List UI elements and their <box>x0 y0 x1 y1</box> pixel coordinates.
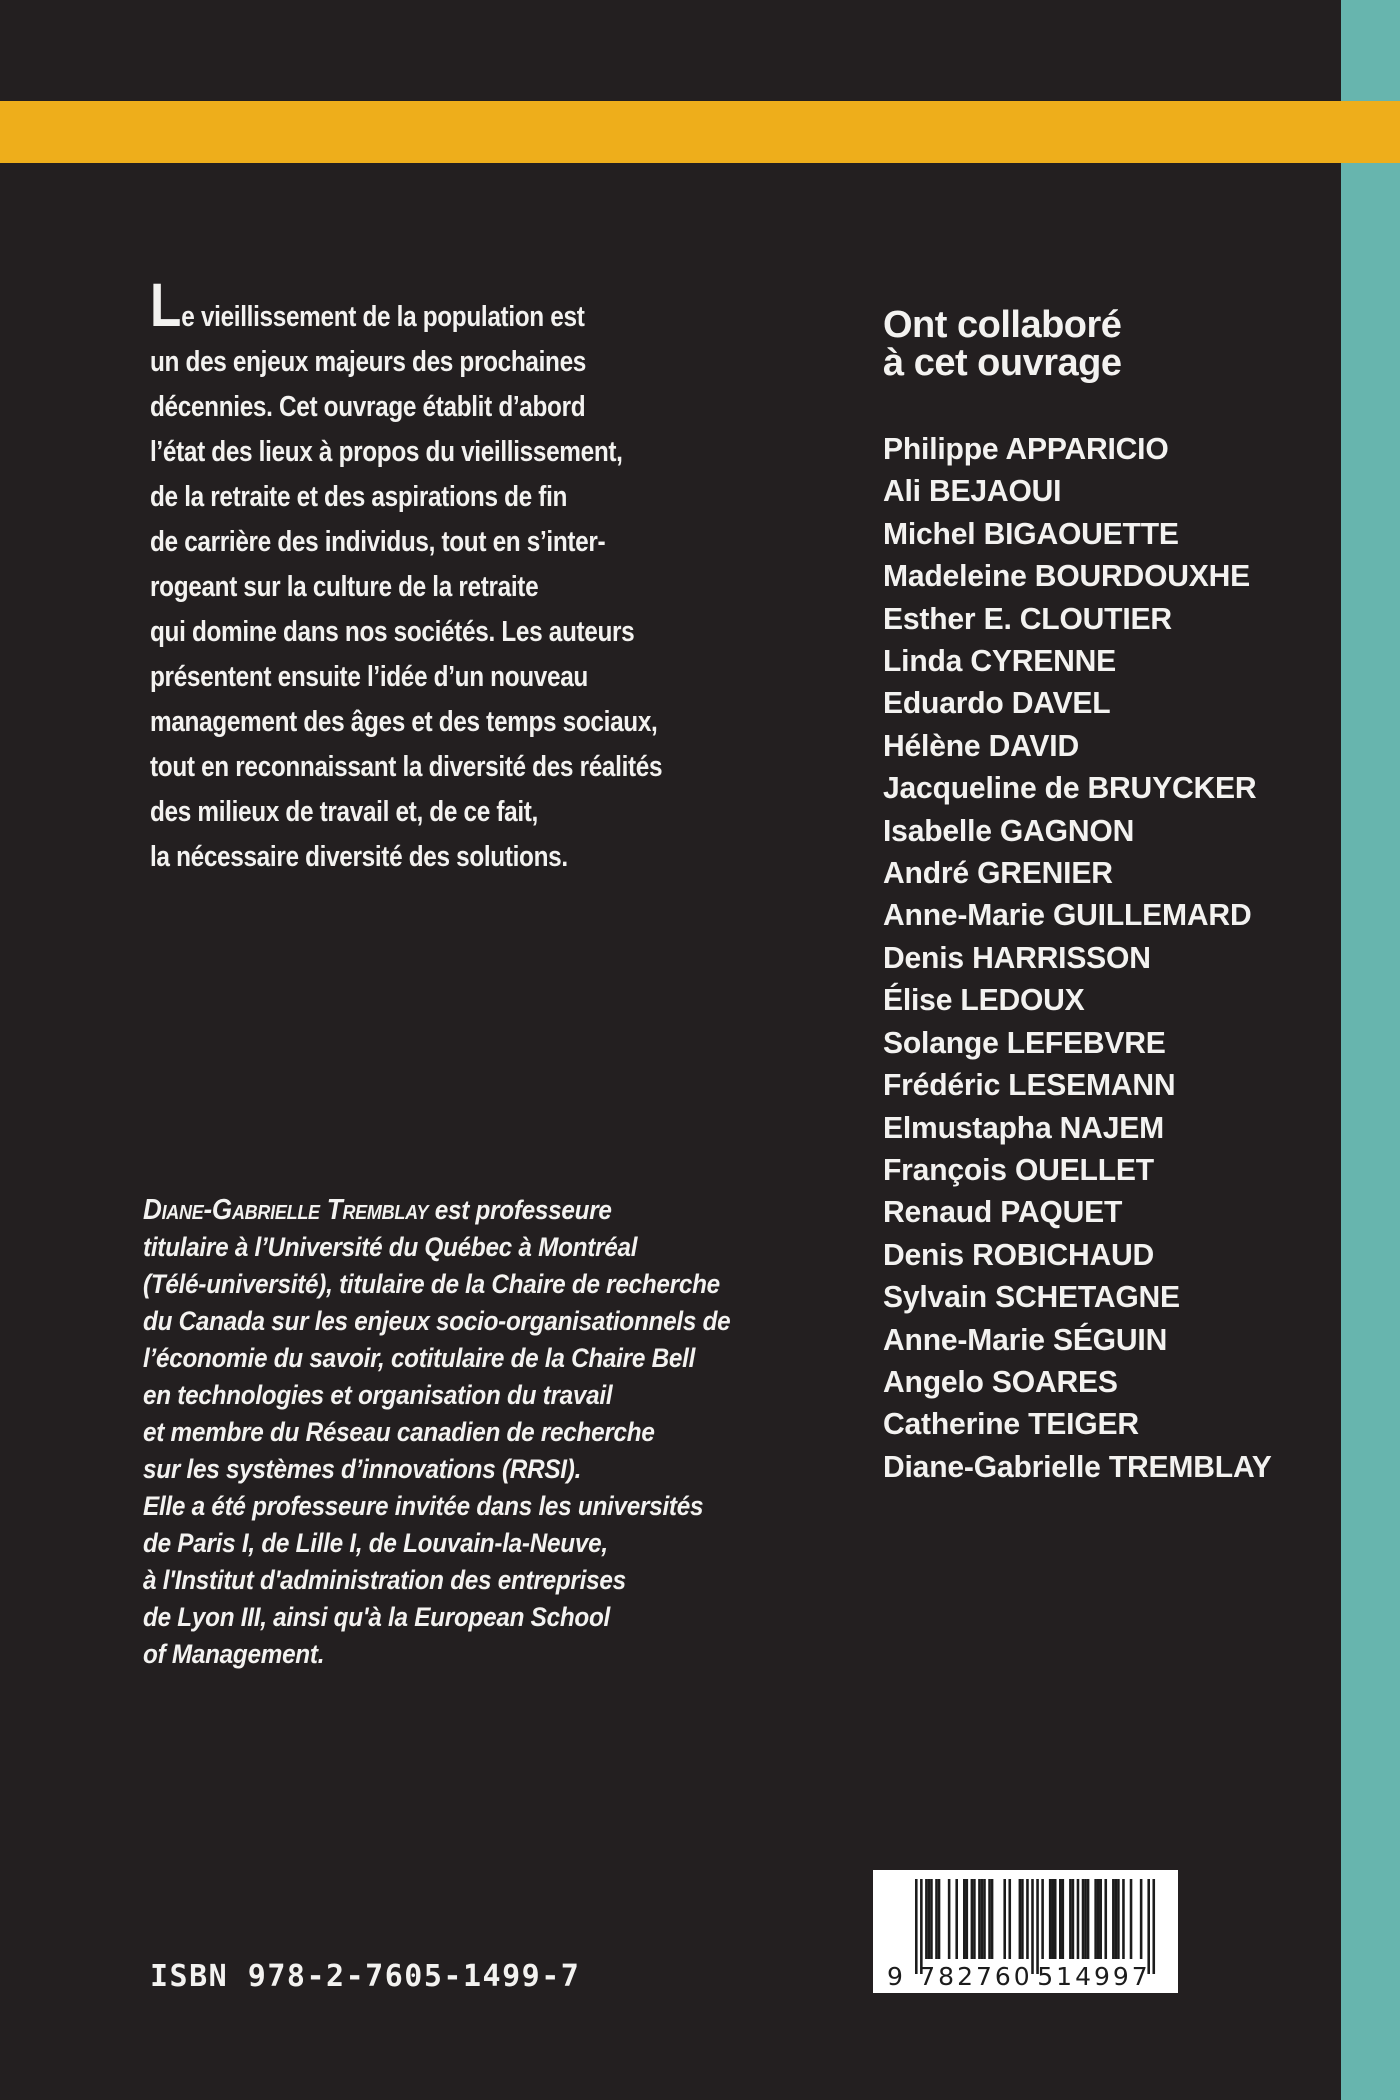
yellow-band <box>0 101 1400 163</box>
bio-line: l’économie du savoir, cotitulaire de la Chaire Bell <box>143 1343 696 1373</box>
contributor-name: Catherine TEIGER <box>883 1406 1139 1442</box>
synopsis-line: de la retraite et des aspirations de fin <box>150 481 568 513</box>
contributor-name: Anne-Marie GUILLEMARD <box>883 897 1252 933</box>
barcode-digit-first: 9 <box>887 1962 903 1991</box>
contributor-name: Madeleine BOURDOUXHE <box>883 558 1251 594</box>
drop-cap: L <box>150 271 182 339</box>
contributor-name: Philippe APPARICIO <box>883 431 1169 466</box>
bio-line: de Lyon III, ainsi qu'à la European School <box>143 1602 611 1632</box>
synopsis-lines <box>150 340 788 880</box>
bio-line: titulaire à l’Université du Québec à Montréal <box>143 1232 638 1262</box>
contributor-name: Esther E. CLOUTIER <box>883 600 1172 636</box>
contributors-heading <box>883 306 1122 382</box>
bio-lines <box>143 1229 730 1673</box>
synopsis-line: des milieux de travail et, de ce fait, <box>150 796 538 828</box>
bio-line: of Management. <box>143 1639 325 1669</box>
contributor-name: Diane-Gabrielle TREMBLAY <box>883 1448 1272 1484</box>
contributor-name: Michel BIGAOUETTE <box>883 515 1179 551</box>
contributor-name: Élise LEDOUX <box>883 982 1085 1018</box>
contributors-heading-line2: à cet ouvrage <box>883 342 1122 384</box>
bio-line: et membre du Réseau canadien de recherche <box>143 1417 655 1447</box>
barcode-digits-left: 782760 <box>919 1962 1033 1991</box>
bio-line: de Paris I, de Lille I, de Louvain-la-Neuve, <box>143 1528 608 1558</box>
contributor-name: Isabelle GAGNON <box>883 812 1135 848</box>
synopsis-first-line-text: e vieillissement de la population est <box>181 301 585 333</box>
teal-edge-strip <box>1341 0 1400 2100</box>
synopsis-line: un des enjeux majeurs des prochaines <box>150 346 587 378</box>
contributor-name: François OUELLET <box>883 1151 1154 1187</box>
contributors-list <box>883 428 1272 1488</box>
contributor-name: André GRENIER <box>883 855 1113 891</box>
synopsis-line: présentent ensuite l’idée d’un nouveau <box>150 661 588 693</box>
bio-first-line-text: est professeure <box>428 1195 612 1225</box>
isbn-label: ISBN 978-2-7605-1499-7 <box>150 1959 581 1994</box>
contributor-name: Anne-Marie SÉGUIN <box>883 1321 1168 1357</box>
bio-line: du Canada sur les enjeux socio-organisationnels de <box>143 1306 731 1336</box>
contributor-name: Eduardo DAVEL <box>883 685 1111 721</box>
contributor-name: Jacqueline de BRUYCKER <box>883 770 1257 806</box>
contributor-name: Hélène DAVID <box>883 727 1079 763</box>
contributor-name: Solange LEFEBVRE <box>883 1024 1166 1060</box>
bio-line: Elle a été professeure invitée dans les universités <box>143 1491 704 1521</box>
contributor-name: Sylvain SCHETAGNE <box>883 1279 1180 1315</box>
synopsis-line: décennies. Cet ouvrage établit d’abord <box>150 391 586 423</box>
author-bio-paragraph <box>143 1192 730 1673</box>
bio-line: (Télé-université), titulaire de la Chaire de recherche <box>143 1269 720 1299</box>
synopsis-line: la nécessaire diversité des solutions. <box>150 841 568 873</box>
synopsis-line: l’état des lieux à propos du vieillissement, <box>150 436 623 468</box>
contributors-heading-line1: Ont collaboré <box>883 304 1122 346</box>
contributor-name: Renaud PAQUET <box>883 1194 1123 1230</box>
contributor-name: Ali BEJAOUI <box>883 473 1062 509</box>
contributor-name: Elmustapha NAJEM <box>883 1109 1164 1145</box>
bio-line: en technologies et organisation du travail <box>143 1380 613 1410</box>
ean13-barcode <box>873 1870 1178 1993</box>
synopsis-first-line <box>150 271 788 340</box>
author-name: Diane-Gabrielle Tremblay <box>143 1194 429 1226</box>
synopsis-line: tout en reconnaissant la diversité des réalités <box>150 751 663 783</box>
contributor-name: Denis ROBICHAUD <box>883 1236 1155 1272</box>
synopsis-paragraph <box>150 271 788 880</box>
synopsis-line: management des âges et des temps sociaux, <box>150 706 658 738</box>
bio-line: à l'Institut d'administration des entreprises <box>143 1565 626 1595</box>
synopsis-line: rogeant sur la culture de la retraite <box>150 571 539 603</box>
contributor-name: Linda CYRENNE <box>883 643 1117 679</box>
contributor-name: Angelo SOARES <box>883 1363 1118 1399</box>
barcode <box>873 1870 1178 1993</box>
synopsis-line: qui domine dans nos sociétés. Les auteurs <box>150 616 635 648</box>
bio-first-line <box>143 1192 730 1229</box>
contributor-name: Frédéric LESEMANN <box>883 1067 1176 1103</box>
barcode-digits-right: 514997 <box>1037 1962 1151 1991</box>
bio-line: sur les systèmes d’innovations (RRSI). <box>143 1454 582 1484</box>
synopsis-line: de carrière des individus, tout en s’inter- <box>150 526 606 558</box>
contributor-name: Denis HARRISSON <box>883 939 1151 975</box>
